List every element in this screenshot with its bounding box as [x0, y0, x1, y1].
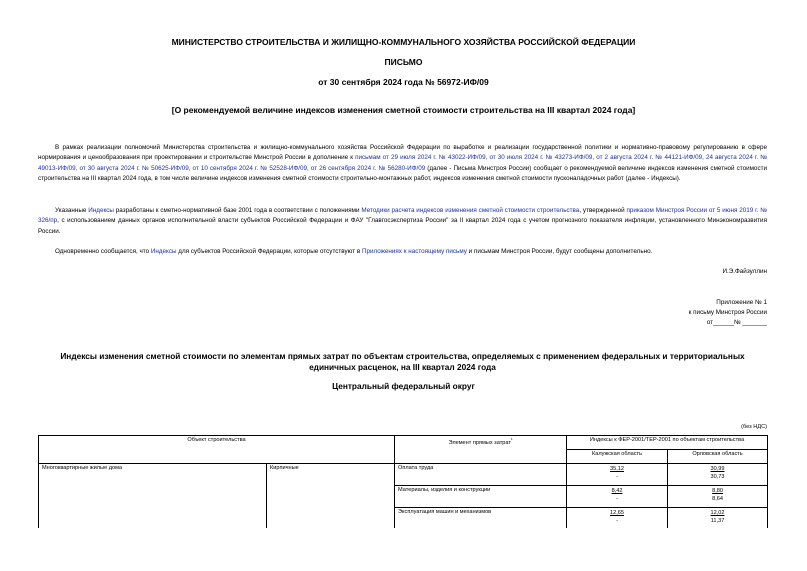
paragraph-3: [38, 247, 767, 257]
header-element: [395, 436, 567, 464]
cell-value-region-2: [668, 486, 768, 508]
value-top: 12,02: [710, 510, 725, 516]
header-element-label: Элемент прямых затрат: [448, 439, 511, 446]
table-title: Индексы изменения сметной стоимости по элементам прямых затрат по объектам строительства, определяемых с применением федеральных и территориальных единичных расценок, на III квартал 2024 года: [60, 351, 745, 372]
letters-link[interactable]: письмам от 29 июля 2024 г. № 43022-ИФ/09, от 30 июля 2024 г. № 43273-ИФ/09, от 2 августа 2024 г. № 44121-ИФ/09, 24 августа 2024 г. № 49013-ИФ/09, от 30 августа 2024 г. № 50625-ИФ/09, от 10 сентября 2024 г. № 52528-ИФ/09, от 26 сентября 2024 г. № 56280-ИФ/09: [38, 154, 768, 172]
value-top: 30,99: [710, 466, 725, 472]
header-object: Объект строительства: [39, 436, 395, 464]
appendix-line-1: Приложение № 1: [716, 299, 767, 306]
cell-element: Эксплуатация машин и механизмов: [395, 508, 567, 528]
cell-material: Кирпичные: [267, 464, 395, 528]
paragraph-2-text-a: Указанные: [55, 207, 89, 214]
value-bottom: 11,37: [710, 518, 725, 524]
vat-note: (без НДС): [741, 424, 767, 430]
header-region-2: Орловская область: [668, 450, 768, 464]
paragraph-1: [38, 143, 767, 184]
paragraph-2-text-d: , с использованием данных органов исполнительной власти субъектов Российской Федерации и ФАУ "Главгосэкспертиза России" за II квартал 2024 года с учетом прогнозного показателя инфляции, установленного Минэкономразвития России.: [38, 217, 767, 235]
header-region-1: Калужская область: [567, 450, 668, 464]
value-bottom: -: [616, 518, 618, 524]
value-top: 35,12: [610, 466, 625, 472]
cell-value-region-1: [567, 508, 668, 528]
paragraph-1-text-a: В рамках реализации полномочий Министерства строительства и жилищно-коммунального хозяйства Российской Федерации по выработке и реализации государственной политики и нормативно-правовому регулированию в сфере нормирования и ценообразования при проектировании и строительстве Минстрой России в дополнение к: [38, 144, 767, 162]
indices-table: [38, 435, 768, 528]
table-row: [39, 464, 768, 486]
signature: И.Э.Файзуллин: [722, 268, 767, 275]
cell-object: Многоквартирные жилые дома: [39, 464, 267, 528]
cell-value-region-1: [567, 464, 668, 486]
cell-element: Оплата труда: [395, 464, 567, 486]
value-top: 8,80: [712, 488, 723, 494]
doc-subject: [О рекомендуемой величине индексов изменения сметной стоимости строительства на III квартал 2024 года]: [171, 105, 636, 115]
value-top: 12,65: [610, 510, 625, 516]
cell-value-region-2: [668, 464, 768, 486]
paragraph-2: [38, 206, 767, 237]
cell-value-region-1: [567, 486, 668, 508]
district-title: Центральный федеральный округ: [332, 381, 475, 391]
value-bottom: 30,73: [710, 474, 725, 480]
value-bottom: 8,64: [712, 496, 723, 502]
appendix-block: [689, 298, 767, 329]
table-header-row: [39, 436, 768, 450]
paragraph-2-text-c: , утвержденной: [579, 207, 627, 214]
paragraph-3-text-c: и письмам Минстроя России, будут сообщены дополнительно.: [466, 248, 653, 255]
ministry-title: МИНИСТЕРСТВО СТРОИТЕЛЬСТВА И ЖИЛИЩНО-КОММУНАЛЬНОГО ХОЗЯЙСТВА РОССИЙСКОЙ ФЕДЕРАЦИИ: [171, 37, 636, 47]
value-bottom: -: [616, 474, 618, 480]
appendix-line-3: от______№ _______: [706, 319, 767, 327]
order-link[interactable]: приказом Минстроя России от 5 июня 2019 г. № 326/пр: [38, 207, 767, 225]
value-bottom: -: [616, 496, 618, 502]
paragraph-2-text-b: разработаны к сметно-нормативной базе 2001 года в соответствии с положениями: [113, 207, 362, 214]
doc-type: ПИСЬМО: [384, 57, 423, 67]
indices-link[interactable]: Индексы: [88, 207, 114, 214]
appendix-line-2: к письму Минстроя России: [688, 309, 767, 317]
methodology-link[interactable]: Методики расчета индексов изменения сметной стоимости строительства: [361, 207, 580, 214]
header-indices: Индексы к ФЕР-2001/ТЕР-2001 по объектам строительства: [567, 436, 768, 450]
paragraph-3-text-a: Одновременно сообщается, что: [55, 248, 151, 255]
value-top: 8,42: [611, 488, 623, 494]
header-element-footnote: ¹: [510, 437, 513, 442]
cell-value-region-2: [668, 508, 768, 528]
doc-date-number: от 30 сентября 2024 года № 56972-ИФ/09: [318, 77, 489, 87]
paragraph-3-text-b: для субъектов Российской Федерации, которые отсутствуют в: [176, 248, 362, 255]
appendices-link[interactable]: Приложениях к настоящему письму: [361, 248, 467, 255]
paragraph-1-text-b: (далее - Письма Минстроя России) сообщает о рекомендуемой величине индексов изменения сметной стоимости строительства на III квартал 2024 года, в том числе величине индексов изменения сметной стоимости строительно-монтажных работ, индексов изменения сметной стоимости пусконаладочных работ (далее - Индексы).: [38, 164, 767, 182]
indices-link-2[interactable]: Индексы: [150, 248, 177, 255]
cell-element: Материалы, изделия и конструкции: [395, 486, 567, 508]
